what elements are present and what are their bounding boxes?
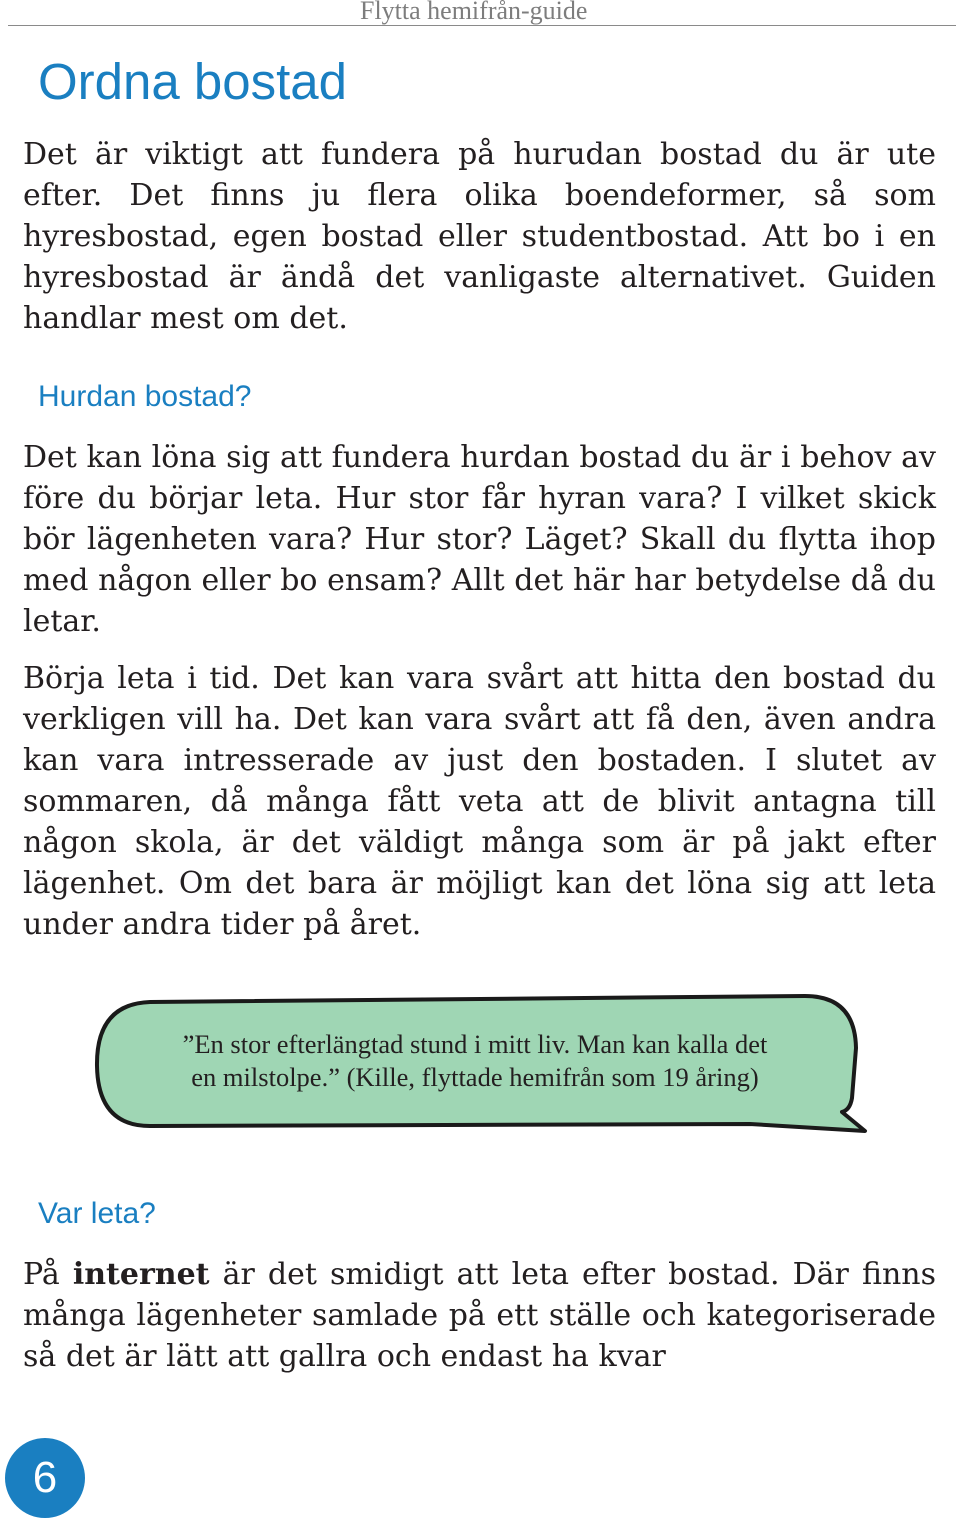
page-title: Ordna bostad xyxy=(38,53,348,110)
section-paragraph-1: Det kan löna sig att fundera hurdan bostad du är i behov av före du börjar leta. Hur stor får hyran vara? I vilket skick bör lägenheten vara? Hur stor? Läget? Skall du flytta ihop med någon eller bo ensam? Allt det här har betydelse då du letar. xyxy=(23,440,936,639)
where-text-bold: internet xyxy=(72,1257,210,1292)
quote-line-1: ”En stor efterlängtad stund i mitt liv. Man kan kalla det xyxy=(182,1029,768,1059)
where-text-rest: är det smidigt att leta efter bostad. Där finns många lägenheter samlade på ett ställe och kategoriserade så det är lätt att gallra och endast ha kvar xyxy=(23,1257,936,1374)
quote-line-2: en milstolpe.” (Kille, flyttade hemifrån som 19 åring) xyxy=(191,1062,759,1092)
where-text-start: På xyxy=(23,1257,73,1292)
section-heading-hurdan-bostad: Hurdan bostad? xyxy=(38,380,252,413)
section-heading-var-leta: Var leta? xyxy=(38,1197,156,1230)
page-number-badge: 6 xyxy=(5,1438,85,1518)
quote-text xyxy=(110,1028,840,1094)
section-paragraph-2: Börja leta i tid. Det kan vara svårt att hitta den bostad du verkligen vill ha. Det kan vara svårt att få den, även andra kan vara intresserade av just den bostaden. I slutet av sommaren, då många fått veta att de blivit antagna till någon skola, är det väldigt många som är på jakt efter lägenhet. Om det bara är möjligt kan det löna sig att leta under andra tider på året. xyxy=(23,661,936,942)
intro-paragraph: Det är viktigt att fundera på hurudan bostad du är ute efter. Det finns ju flera olika boendeformer, så som hyresbostad, egen bostad eller studentbostad. Att bo i en hyresbostad är ändå det vanligaste alternativet. Guiden handlar mest om det. xyxy=(23,137,936,336)
running-header: Flytta hemifrån-guide xyxy=(360,0,588,25)
section-where-paragraph xyxy=(23,1254,936,1377)
